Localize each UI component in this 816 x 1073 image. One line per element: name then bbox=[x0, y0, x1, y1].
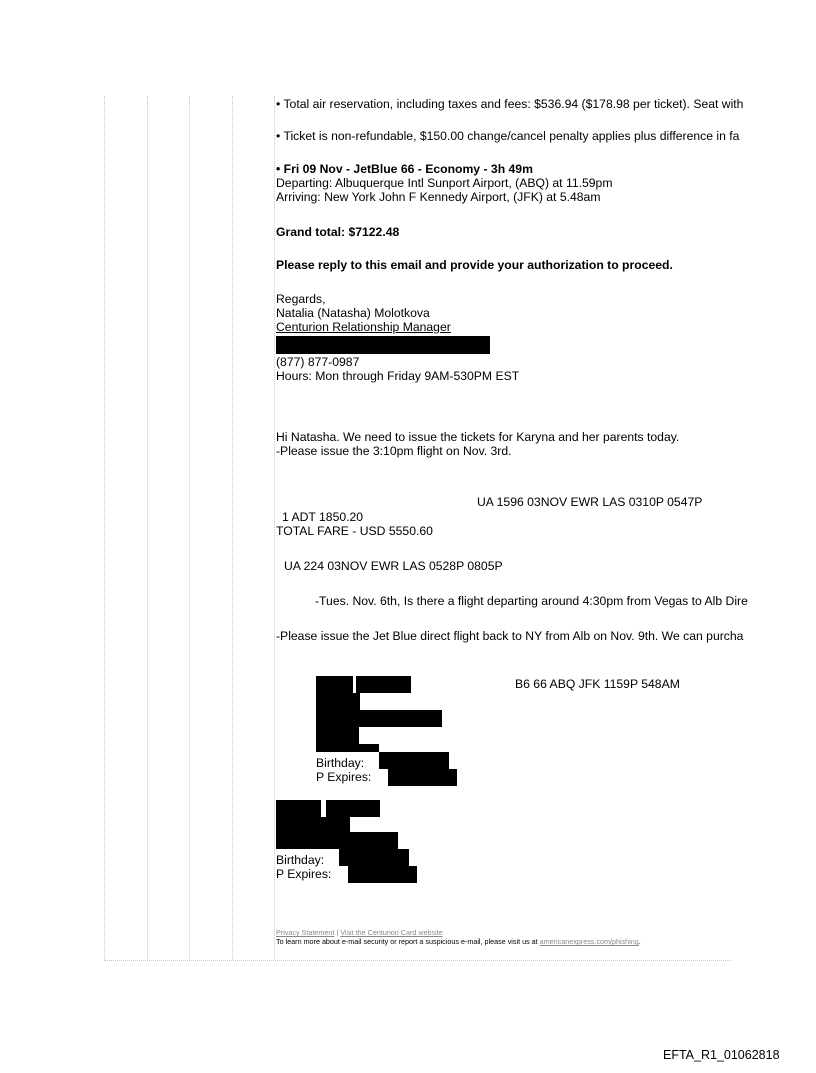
redaction-box bbox=[388, 769, 457, 786]
table-border-5 bbox=[274, 96, 275, 960]
redaction-box bbox=[316, 693, 360, 710]
reply-request: Please reply to this email and provide your authorization to proceed. bbox=[276, 258, 673, 272]
footer-security bbox=[276, 937, 641, 946]
redaction-box bbox=[379, 752, 449, 769]
flight-ua224: UA 224 03NOV EWR LAS 0528P 0805P bbox=[284, 559, 503, 573]
redaction-box bbox=[276, 817, 350, 832]
reply-item-3: -Please issue the Jet Blue direct flight back to NY from Alb on Nov. 9th. We can purcha bbox=[276, 629, 744, 643]
table-border-1 bbox=[104, 96, 105, 960]
flight-title bbox=[276, 162, 533, 176]
bullet: • bbox=[276, 97, 281, 111]
redaction-box bbox=[316, 744, 379, 752]
reply-item-2: -Tues. Nov. 6th, Is there a flight departing around 4:30pm from Vegas to Alb Dire bbox=[315, 594, 748, 608]
privacy-statement-link[interactable]: Privacy Statement bbox=[276, 928, 335, 937]
bullet: • bbox=[276, 162, 281, 176]
total-air-text: Total air reservation, including taxes and fees: $536.94 ($178.98 per ticket). Seat with bbox=[283, 97, 744, 111]
flight-ua1596: UA 1596 03NOV EWR LAS 0310P 0547P bbox=[477, 495, 703, 509]
ticket-policy-line bbox=[276, 129, 739, 143]
grand-total: Grand total: $7122.48 bbox=[276, 225, 400, 239]
redaction-box bbox=[356, 676, 411, 693]
bullet: • bbox=[276, 129, 281, 143]
redaction-box bbox=[316, 710, 442, 727]
table-border-2 bbox=[147, 96, 148, 960]
table-border-3 bbox=[189, 96, 190, 960]
redaction-box bbox=[326, 800, 380, 817]
reply-item-1: -Please issue the 3:10pm flight on Nov. 3rd. bbox=[276, 444, 512, 458]
redaction-box bbox=[316, 676, 353, 693]
redaction-box bbox=[276, 832, 398, 849]
hours: Hours: Mon through Friday 9AM-530PM EST bbox=[276, 369, 520, 383]
phishing-link[interactable]: americanexpress.com/phishing bbox=[539, 937, 639, 946]
total-air-line bbox=[276, 97, 743, 111]
birthday-label: Birthday: bbox=[316, 756, 365, 770]
table-border-bottom bbox=[104, 960, 732, 961]
redaction-box bbox=[276, 336, 490, 354]
table-border-4 bbox=[232, 96, 233, 960]
security-text: To learn more about e-mail security or report a suspicious e-mail, please visit us at bbox=[276, 937, 538, 946]
total-fare: TOTAL FARE - USD 5550.60 bbox=[276, 524, 433, 538]
ticket-policy-text: Ticket is non-refundable, $150.00 change/cancel penalty applies plus difference in fa bbox=[283, 129, 740, 143]
centurion-website-link[interactable]: Visit the Centurion Card website bbox=[340, 928, 443, 937]
redaction-box bbox=[348, 866, 417, 883]
arriving-line: Arriving: New York John F Kennedy Airport, (JFK) at 5.48am bbox=[276, 190, 601, 204]
redaction-box bbox=[316, 727, 359, 744]
reply-greeting: Hi Natasha. We need to issue the tickets for Karyna and her parents today. bbox=[276, 430, 680, 444]
departing-line: Departing: Albuquerque Intl Sunport Airport, (ABQ) at 11.59pm bbox=[276, 176, 613, 190]
flight-title-text: Fri 09 Nov - JetBlue 66 - Economy - 3h 49m bbox=[283, 162, 533, 176]
flight-b6: B6 66 ABQ JFK 1159P 548AM bbox=[515, 677, 680, 691]
sender-name: Natalia (Natasha) Molotkova bbox=[276, 306, 430, 320]
passport-expires-label: P Expires: bbox=[316, 770, 372, 784]
sender-title: Centurion Relationship Manager bbox=[276, 320, 451, 334]
birthday-label: Birthday: bbox=[276, 853, 325, 867]
redaction-box bbox=[276, 800, 321, 817]
email-body bbox=[276, 96, 816, 960]
document-id: EFTA_R1_01062818 bbox=[663, 1048, 780, 1062]
phone: (877) 877-0987 bbox=[276, 355, 360, 369]
passport-expires-label: P Expires: bbox=[276, 867, 332, 881]
footer-links bbox=[276, 928, 443, 937]
footer-period: . bbox=[638, 937, 641, 946]
footer-separator: | bbox=[336, 928, 339, 937]
adt-fare: 1 ADT 1850.20 bbox=[282, 510, 364, 524]
regards: Regards, bbox=[276, 292, 326, 306]
redaction-box bbox=[339, 849, 409, 866]
